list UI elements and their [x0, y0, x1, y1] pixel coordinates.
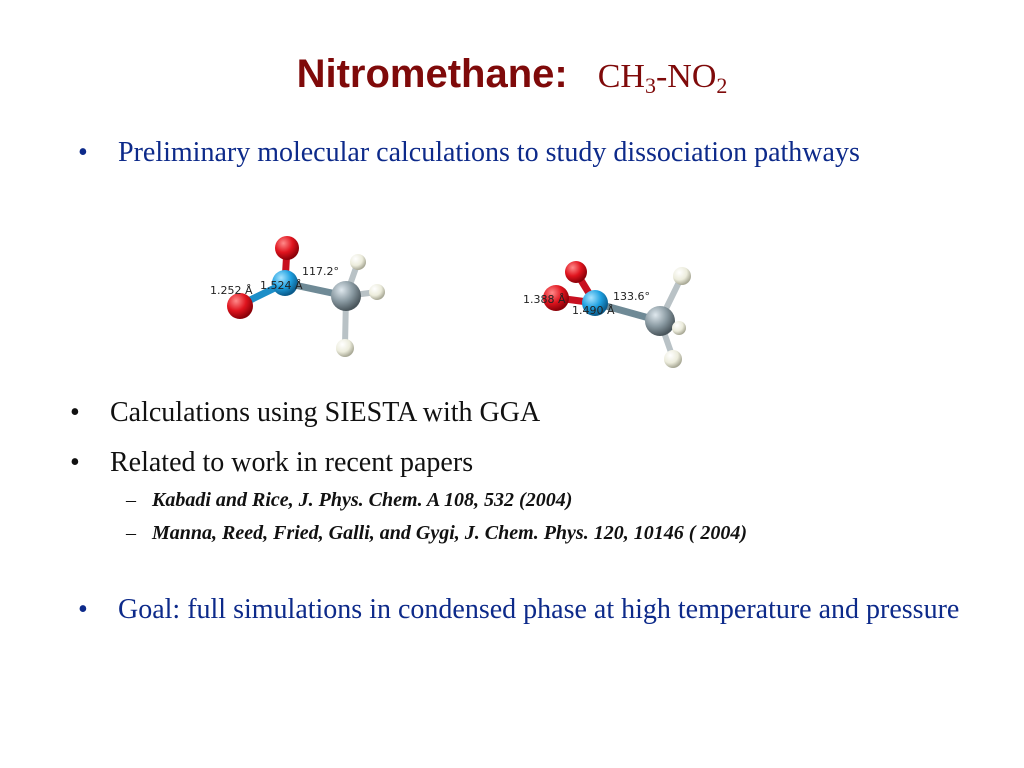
hydrogen-atom [673, 267, 691, 285]
bullet-text: Goal: full simulations in condensed phase at high temperature and pressure [118, 594, 960, 625]
dash-marker: – [126, 489, 136, 511]
bullet-list-bottom [78, 593, 988, 627]
carbon-atom [645, 306, 675, 336]
reference-text: Kabadi and Rice, J. Phys. Chem. A 108, 532 (2004) [152, 489, 573, 511]
bond-label-no: 1.388 Å [523, 293, 566, 306]
bullet-text: Preliminary molecular calculations to study dissociation pathways [118, 137, 860, 168]
bullet-marker: • [70, 447, 80, 478]
bond-label-cn: 1.490 Å [572, 304, 615, 317]
reference-item [126, 487, 970, 513]
bullet-marker: • [78, 594, 88, 625]
bullet-item [78, 136, 938, 170]
bullet-marker: • [70, 397, 80, 428]
title-text: Nitromethane: [296, 52, 568, 96]
bullet-list-middle [70, 396, 970, 546]
bullet-text: Related to work in recent papers [110, 447, 474, 478]
hydrogen-atom [664, 350, 682, 368]
slide-title [0, 52, 1024, 97]
title-formula: $CH_3-NO_2$ [597, 58, 728, 98]
bond-label-cn: 1.524 Å [260, 279, 303, 292]
hydrogen-atom [672, 321, 686, 335]
oxygen-atom [565, 261, 587, 283]
hydrogen-atom [369, 284, 385, 300]
bond-label-no: 1.252 Å [210, 284, 253, 297]
hydrogen-atom [336, 339, 354, 357]
angle-label: 117.2° [302, 265, 339, 278]
dash-marker: – [126, 522, 136, 544]
reference-list [126, 487, 970, 546]
angle-label: 133.6° [613, 290, 650, 303]
molecule-diagram-2 [520, 258, 710, 373]
bullet-list-top [78, 136, 938, 170]
bullet-item [70, 396, 970, 430]
carbon-atom [331, 281, 361, 311]
molecule-diagram-1 [200, 228, 410, 368]
hydrogen-atom [350, 254, 366, 270]
bullet-marker: • [78, 137, 88, 168]
bullet-text: Calculations using SIESTA with GGA [110, 397, 541, 428]
oxygen-atom [275, 236, 299, 260]
bullet-item [70, 446, 970, 480]
reference-text: Manna, Reed, Fried, Galli, and Gygi, J. Chem. Phys. 120, 10146 ( 2004) [152, 522, 748, 544]
bullet-item [78, 593, 988, 627]
reference-item [126, 520, 970, 546]
